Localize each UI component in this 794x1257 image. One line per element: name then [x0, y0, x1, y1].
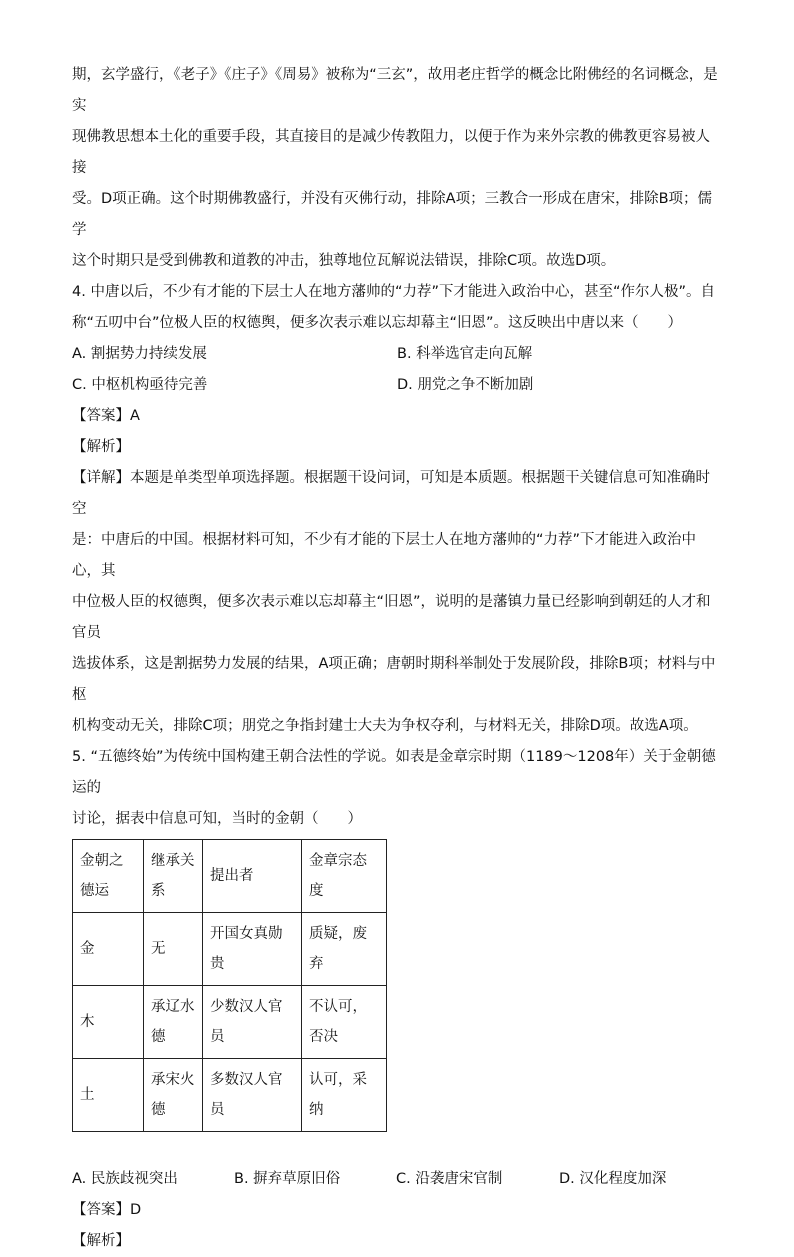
- table-header-cell: 金章宗态度: [302, 840, 387, 913]
- option-a: A. 割据势力持续发展: [72, 346, 207, 362]
- question-stem-line: 5. “五德终始”为传统中国构建王朝合法性的学说。如表是金章宗时期（1189～1208年）关于金朝德运的: [72, 749, 716, 796]
- table-header-row: [73, 840, 387, 913]
- table-header-cell: 继承关系: [144, 840, 203, 913]
- question-4: [72, 277, 722, 742]
- text-line: 受。D项正确。这个时期佛教盛行，并没有灭佛行动，排除A项；三教合一形成在唐宋，排除B项；儒学: [72, 191, 713, 238]
- table-cell: 金: [73, 913, 144, 986]
- option-b: B. 摒弃草原旧俗: [234, 1171, 341, 1187]
- answer-label: 【答案】A: [72, 408, 140, 424]
- table-row: [73, 986, 387, 1059]
- table-cell: 认可，采纳: [302, 1059, 387, 1132]
- answer-label: 【答案】D: [72, 1202, 142, 1218]
- question-stem-line: 4. 中唐以后，不少有才能的下层士人在地方藩帅的“力荐”下才能进入政治中心，甚至“作尔人极”。自: [72, 284, 715, 300]
- detail-line: 机构变动无关，排除C项；朋党之争指封建士大夫为争权夺利，与材料无关，排除D项。故选A项。: [72, 718, 698, 734]
- text-line: 这个时期只是受到佛教和道教的冲击，独尊地位瓦解说法错误，排除C项。故选D项。: [72, 253, 616, 269]
- table-cell: 无: [144, 913, 203, 986]
- options: [72, 1164, 722, 1195]
- detail-line: 是：中唐后的中国。根据材料可知，不少有才能的下层士人在地方藩帅的“力荐”下才能进入政治中心，其: [72, 532, 697, 579]
- table-cell: 质疑，废弃: [302, 913, 387, 986]
- table-row: [73, 1059, 387, 1132]
- table-cell: 承宋火德: [144, 1059, 203, 1132]
- text-line: 现佛教思想本土化的重要手段，其直接目的是减少传教阻力，以便于作为来外宗教的佛教更容易被人接: [72, 129, 710, 176]
- option-c: C. 中枢机构亟待完善: [72, 377, 208, 393]
- analysis-label: 【解析】: [72, 1233, 130, 1249]
- option-b: B. 科举选官走向瓦解: [397, 346, 533, 362]
- table-cell: 多数汉人官员: [203, 1059, 302, 1132]
- table-cell: 开国女真勋贵: [203, 913, 302, 986]
- question-stem-line: 讨论，据表中信息可知，当时的金朝（ ）: [72, 811, 362, 827]
- question-stem-line: 称“五叨中台”位极人臣的权德舆，便多次表示难以忘却幕主“旧恩”。这反映出中唐以来（ ）: [72, 315, 683, 331]
- analysis-label: 【解析】: [72, 439, 130, 455]
- question-5: [72, 742, 722, 1257]
- table-header-cell: 提出者: [203, 840, 302, 913]
- option-d: D. 汉化程度加深: [559, 1171, 667, 1187]
- table-header-cell: 金朝之德运: [73, 840, 144, 913]
- table-cell: 承辽水德: [144, 986, 203, 1059]
- table-cell: 不认可，否决: [302, 986, 387, 1059]
- detail-line: 选拔体系，这是割据势力发展的结果，A项正确；唐朝时期科举制处于发展阶段，排除B项；材料与中枢: [72, 656, 716, 703]
- detail-line: 中位极人臣的权德舆，便多次表示难以忘却幕主“旧恩”，说明的是藩镇力量已经影响到朝廷的人才和官员: [72, 594, 711, 641]
- options: [72, 339, 722, 401]
- text-line: 期，玄学盛行，《老子》《庄子》《周易》被称为“三玄”，故用老庄哲学的概念比附佛经的名词概念，是实: [72, 67, 718, 114]
- table-row: [73, 913, 387, 986]
- option-c: C. 沿袭唐宋官制: [396, 1171, 503, 1187]
- table-cell: 土: [73, 1059, 144, 1132]
- table-cell: 少数汉人官员: [203, 986, 302, 1059]
- document-page: [72, 60, 722, 1257]
- table-cell: 木: [73, 986, 144, 1059]
- detail-line: 【详解】本题是单类型单项选择题。根据题干设问词，可知是本质题。根据题干关键信息可知准确时空: [72, 470, 710, 517]
- option-d: D. 朋党之争不断加剧: [397, 377, 534, 393]
- option-a: A. 民族歧视突出: [72, 1171, 178, 1187]
- deyun-table: [72, 839, 387, 1132]
- previous-explanation: [72, 60, 722, 277]
